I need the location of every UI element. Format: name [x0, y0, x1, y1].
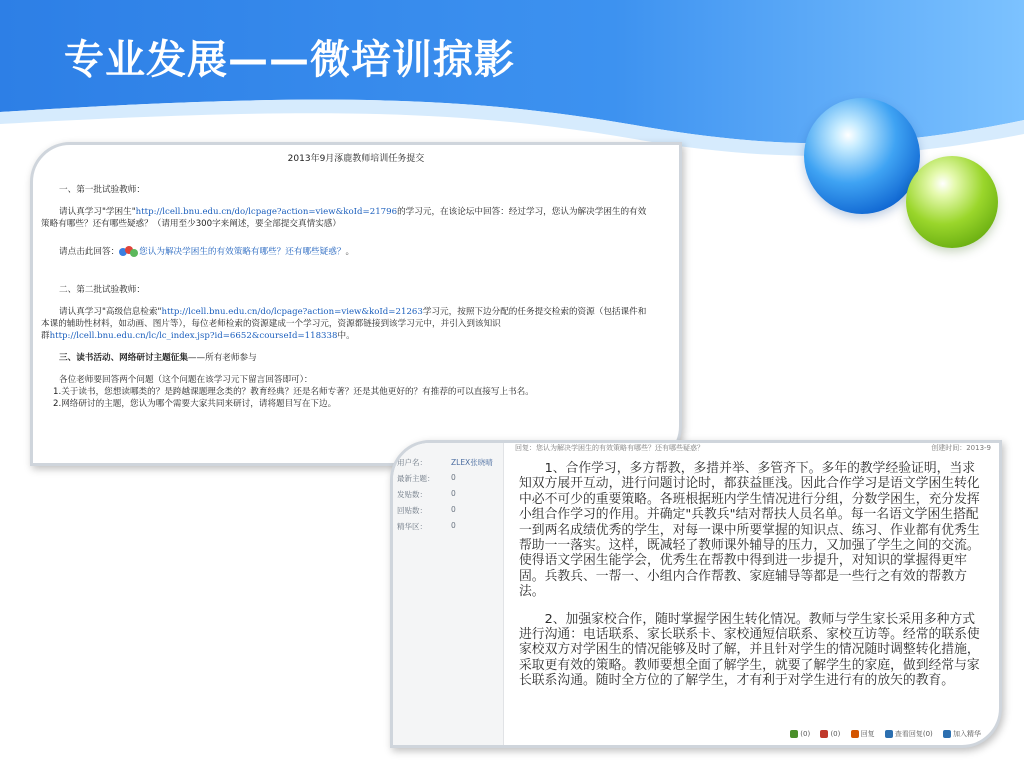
reply-topic-link[interactable]: 您认为解决学困生的有效策略有哪些？还有哪些疑惑？ [139, 247, 346, 257]
side-value: 0 [451, 521, 456, 530]
section-2-text-cont: 学习元，按照下边分配的任务提交检索的资源（包括课件和 [422, 307, 647, 317]
section-2-line3 [41, 330, 671, 342]
like-action[interactable] [790, 730, 810, 738]
view-replies-label: 查看回复(0) [894, 730, 933, 738]
section-3-question-2: 2.网络研讨的主题，您认为哪个需要大家共同来研讨，请将题目写在下边。 [53, 399, 337, 409]
side-label: 用户名： [397, 458, 427, 467]
thumb-down-icon [820, 730, 828, 738]
side-label: 精华区： [397, 522, 427, 531]
thumb-up-icon [790, 730, 798, 738]
document-title: 2013年9月涿鹿教师培训任务提交 [287, 154, 425, 164]
forum-reply-screenshot [390, 440, 1002, 748]
dislike-action[interactable] [820, 730, 840, 738]
side-latest-topics [397, 473, 456, 484]
side-label: 最新主题： [397, 474, 435, 483]
forum-post-body [519, 461, 985, 701]
reply-end: 。 [345, 247, 355, 257]
side-post-count [397, 489, 456, 500]
reply-action[interactable] [851, 730, 875, 738]
section-3-heading [41, 352, 671, 364]
section-3-question-1: 1.关于读书，您想读哪类的？是跨越课题理念类的？教育经典？还是名师专著？还是其他更好的？有推荐的可以直接写上书名。 [53, 387, 534, 397]
section-2-line3-pre: 群 [41, 331, 50, 341]
reply-icon [119, 246, 139, 257]
star-icon [943, 730, 951, 738]
side-label: 发贴数： [397, 490, 427, 499]
add-essence-label: 加入精华 [953, 730, 981, 738]
comments-icon [885, 730, 893, 738]
post-actions [782, 729, 981, 739]
section-2-heading: 二、第二批试验教师： [59, 285, 145, 295]
section-1-heading: 一、第一批试验教师： [59, 185, 145, 195]
side-value[interactable]: ZLEX张晓晴 [451, 458, 493, 467]
side-value: 0 [451, 473, 456, 482]
reply-label: 回复 [860, 730, 875, 738]
side-reply-count [397, 505, 456, 516]
like-count: (0) [800, 730, 811, 738]
search-cell-link[interactable]: http://lcell.bnu.edu.cn/do/lcpage?action=view&koId=21263 [161, 307, 423, 317]
post-paragraph-2: 2、加强家校合作，随时掌握学困生转化情况。教师与学生家长采用多种方式进行沟通：电话联系、家长联系卡、家校通短信联系、家校互访等。经常的联系使家校双方对学困生的情况能够及时了解，并且针对学生的情况随时调整转化措施，采取更有效的策略。教师要想全面了解学生，就要了解学生的家庭，做到经常与家长联系沟通。随时全方位的了解学生，才有利于对学生进行有的放矢的教育。 [519, 611, 980, 689]
forum-post-header [515, 443, 999, 455]
section-2-paragraph [41, 306, 671, 318]
side-label: 回贴数： [397, 506, 427, 515]
dislike-count: (0) [830, 730, 841, 738]
blue-orb-decoration [804, 98, 920, 214]
section-1-paragraph [41, 206, 671, 218]
task-document-screenshot [30, 142, 682, 466]
post-paragraph-1: 1、合作学习，多方帮教，多措并举、多管齐下。多年的教学经验证明，当求知双方展开互动，进行问题讨论时，都获益匪浅。因此合作学习是语文学困生转化中必不可少的重要策略。各班根据班内学生情况进行分组，分数学困生，充分发挥小组合作学习的作用。并确定"兵教兵"结对帮扶人员名单。每一名语文学困生搭配一到两名成绩优秀的学生，对每一课中所要掌握的知识点、练习、作业都有优秀生帮助一一落实。这样，既减轻了教师课外辅导的压力，又加强了学生之间的交流。使得语文学困生能学会，优秀生在帮教中得到进一步提升，对知识的掌握得更牢固。兵教兵、一帮一、小组内合作帮教、家庭辅导等都是一些行之有效的帮教方法。 [519, 461, 980, 600]
section-2-line3-post: 中。 [337, 331, 355, 341]
side-essence-count [397, 521, 456, 532]
section-1-line2: 策略有哪些？还有哪些疑惑？（请用至少300字来阐述，要全部提交真情实感） [41, 219, 341, 229]
side-value: 0 [451, 489, 456, 498]
reply-line [41, 246, 671, 258]
post-title: 回复：您认为解决学困生的有效策略有哪些？还有哪些疑惑？ [515, 444, 704, 452]
section-3-heading-bold: 三、读书活动、网络研讨主题征集 [59, 353, 188, 363]
slide-title: 专业发展——微培训掠影 [64, 37, 515, 83]
learning-cell-link[interactable]: http://lcell.bnu.edu.cn/do/lcpage?action=view&koId=21796 [135, 207, 398, 217]
section-1-text: 请认真学习"学困生" [59, 207, 136, 217]
section-1-text-cont: 的学习元，在该论坛中回答：经过学习，您认为解决学困生的有效 [397, 207, 647, 217]
side-value: 0 [451, 505, 456, 514]
forum-user-sidebar [393, 443, 504, 745]
side-username [397, 457, 493, 468]
reply-label: 请点击此回答： [59, 247, 120, 257]
post-date: 创建时间：2013-9 [931, 444, 991, 452]
section-2-line2: 本课的辅助性材料，如动画、图片等），每位老师检索的资源建成一个学习元，资源都链接到该学习元中，并引入到该知识 [41, 319, 501, 329]
section-3-intro: 各位老师要回答两个问题（这个问题在该学习元下留言回答即可）： [59, 375, 313, 385]
reply-icon [851, 730, 859, 738]
green-orb-decoration [906, 156, 998, 248]
add-essence-action[interactable] [943, 730, 981, 738]
section-2-text: 请认真学习"高级信息检索" [59, 307, 162, 317]
section-3-heading-rest: ——所有老师参与 [187, 353, 257, 363]
view-replies-action[interactable] [885, 730, 933, 738]
knowledge-group-link[interactable]: http://lcell.bnu.edu.cn/lc/lc_index.jsp?id=6652&courseId=118338 [49, 331, 338, 341]
task-document [41, 153, 671, 410]
